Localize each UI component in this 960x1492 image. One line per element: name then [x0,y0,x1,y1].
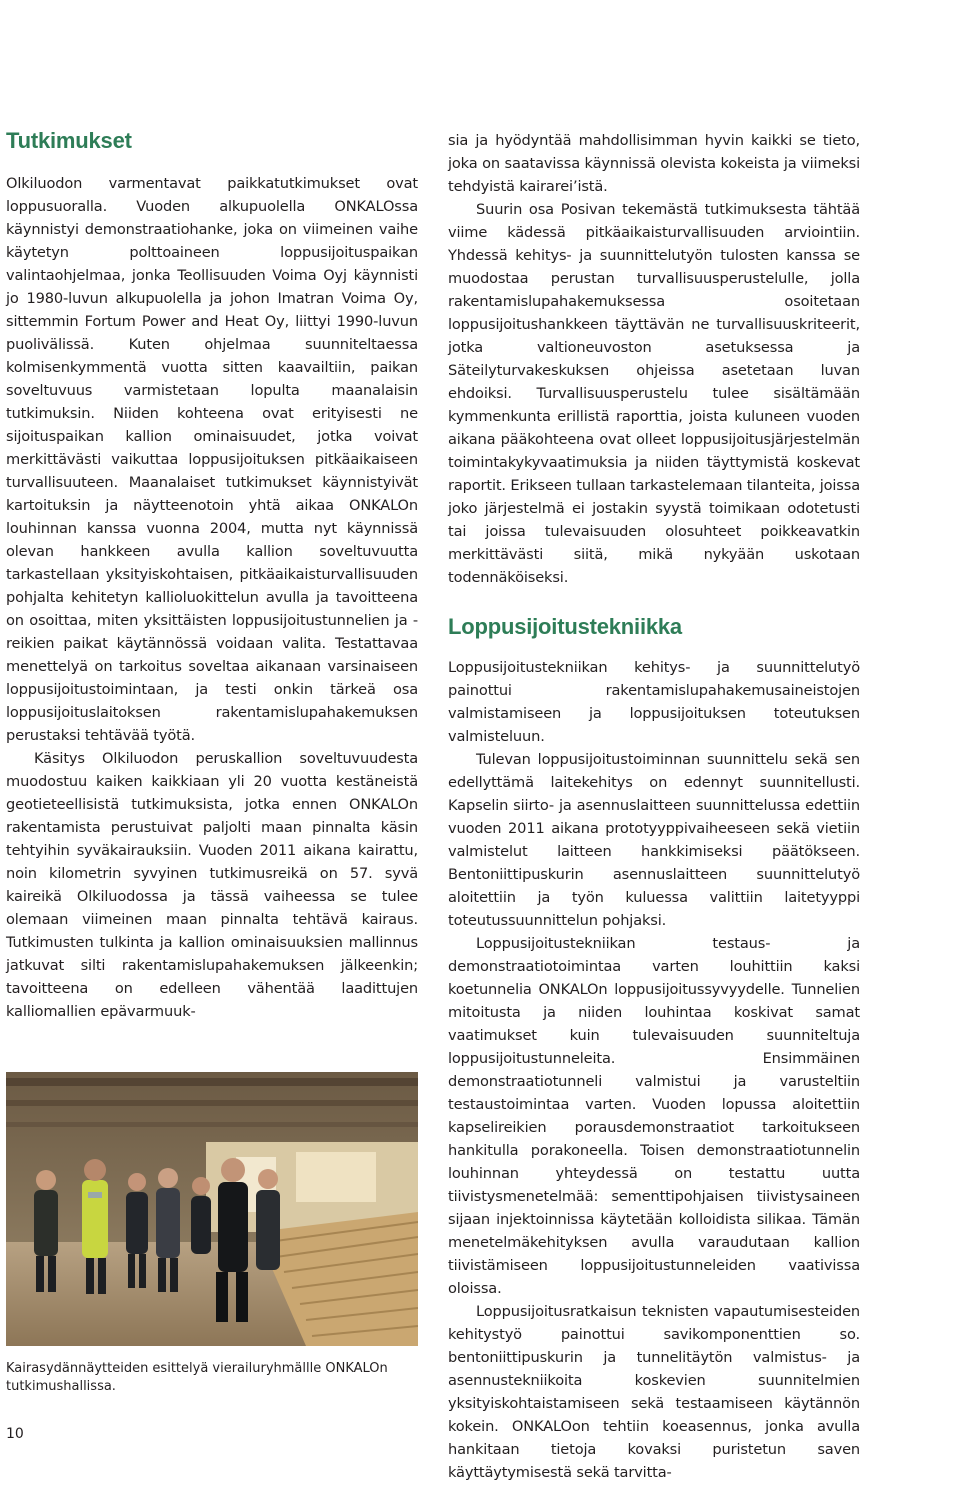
right-paragraph-2: Suurin osa Posivan tekemästä tutkimuksesta tähtää viime kädessä pitkäaikaisturvallisuuden arviointiin. Yhdessä kehitys- ja suunnittelutyön tulosten kanssa se muodostaa perustan turvallisuusperustelulle, jolla rakentamislupahakemuksessa osoitetaan loppusijoitushankkeen täyttävän ne turvallisuuskriteerit, jotka valtioneuvoston asetuksessa ja Säteilyturvakeskuksen ohjeissa asetetaan luvan ehdoiksi. Turvallisuusperustelu tulee sisältämään kymmenkunta erillistä raporttia, joista kuluneen vuoden aikana pääkohteena ovat olleet loppusijoitusjärjestelmän toimintakykyvaatimuksia ja niiden täyttymistä koskevat raportit. Erikseen tullaan tarkastelemaan tilanteita, joissa joko järjestelmä ei jostakin syystä toimikaan odotetusti tai joissa tulevaisuuden olosuhteet poikkeavatkin merkittävästi siitä, mikä nykyään uskotaan todennäköiseksi. [448,201,860,586]
left-paragraph-2: Käsitys Olkiluodon peruskallion soveltuvuudesta muodostuu kaiken kaikkiaan yli 20 vuotta kestäneistä geotieteellisistä tutkimuksista, jotka ennen ONKALOn rakentamista perustuivat paljolti maan pinnalta käsin tehtyihin syväkairauksiin. Vuoden 2011 aikana kairattu, noin kilometrin syvyinen tutkimusreikä on 57. syvä kaireikä Olkiluodossa ja tässä vaiheessa se tulee olemaan viimeinen maan pinnalta tehtävä kairaus. Tutkimusten tulkinta ja kallion ominaisuuksien mallinnus jatkuvat silti rakentamislupahakemuksen jälkeenkin; tavoitteena on edelleen vähentää laadittujen kalliomallien epävarmuuk- [6,750,418,1020]
photo-core-sample-tour [6,1072,418,1346]
section-heading-tutkimukset: Tutkimukset [6,128,132,153]
page-number: 10 [6,1426,24,1442]
section-paragraph-4: Loppusijoitusratkaisun teknisten vapautumisesteiden kehitystyö painottui savikomponenttien so. bentoniittipuskurin ja tunnelitäytön valmistus- ja asennustekniikoita koskevien suunnitelmien yksityiskohtaistamiseen sekä testaamiseen käytännön kokein. ONKALOon tehtiin koeasennus, jonka avulla hankitaan tietoja kovaksi puristetun saven käyttäytymisestä sekä tarvitta- [448,1303,860,1481]
right-column-section-body [448,656,860,1484]
section-paragraph-1: Loppusijoitustekniikan kehitys- ja suunnittelutyö painottui rakentamislupahakemusaineistojen valmistamiseen ja loppusijoituksen toteutuksen valmisteluun. [448,659,860,745]
photo-illustration [6,1072,418,1346]
section-paragraph-2: Tulevan loppusijoitustoiminnan suunnittelu sekä sen edellyttämä laitekehitys on edennyt suunnitellusti. Kapselin siirto- ja asennuslaitteen suunnittelussa edettiin vuoden 2011 aikana prototyyppivaiheeseen sekä vietiin valmistelut laitteen hankkimiseksi päätökseen. Bentoniittipuskurin asennuslaitteen suunnittelutyö aloitettiin ja työn kuluessa valittiin laitetyyppi toteutussuunnittelun pohjaksi. [448,751,860,929]
right-column-intro [448,129,860,589]
photo-caption: Kairasydännäytteiden esittelyä vierailuryhmällle ONKALOn tutkimushallissa. [6,1361,388,1394]
section-paragraph-3: Loppusijoitustekniikan testaus- ja demonstraatiotoimintaa varten louhittiin kaksi koetunnelia ONKALOn loppusijoitussyvyydelle. Tunnelien mitoitusta ja niiden louhintaa koskivat samat vaatimukset kuin tulevaisuuden suunniteltuja loppusijoitustunneleita. Ensimmäinen demonstraatiotunneli valmistui ja varusteltiin testaustoimintaa varten. Vuoden lopussa aloitettiin kapselireikien porausdemonstraatiot tarkoitukseen hankitulla porakoneella. Toisen demonstraatiotunnelin louhinnan yhteydessä on testattu uutta tiivistysmenetelmää: sementtipohjaisen tiivistysaineen sijaan injektoinnissa käytetään kolloidista silikaa. Tämän menetelmäkehityksen avulla varaudutaan kallion tiivistämiseen loppusijoitustunneleiden vaativissa oloissa. [448,935,860,1297]
left-paragraph-1: Olkiluodon varmentavat paikkatutkimukset ovat loppusuoralla. Vuoden alkupuolella ONKALOssa käynnistyi demonstraatiohanke, joka on viimeinen vaihe käytetyn polttoaineen loppusijoituspaikan valintaohjelmaa, jonka Teollisuuden Voima Oyj käynnisti jo 1980-luvun alkupuolella ja johon Imatran Voima Oy, sittemmin Fortum Power and Heat Oy, liittyi 1990-luvun puolivälissä. Kuten ohjelmaa suunniteltaessa kolmisenkymmentä vuotta sitten kaavailtiin, paikan soveltuvuus varmistetaan lopulta maanalaisin tutkimuksin. Niiden kohteena ovat erityisesti ne sijoituspaikan kallion ominaisuudet, jotka voivat merkittävästi vaikuttaa loppusijoituksen pitkäaikaiseen turvallisuuteen. Maanalaiset tutkimukset käynnistyivät kartoituksin ja näytteenotoin yhtä aikaa ONKALOn louhinnan kanssa vuonna 2004, mutta nyt käynnissä olevan hankkeen avulla kallion soveltuvuutta tarkastellaan yksityiskohtaisen, pitkäaikaisturvallisuuden pohjalta kehitetyn kallioluokittelun avulla ja tavoitteena on osoittaa, miten yksittäisten loppusijoitustunnelien ja -reikien paikat käytännössä voidaan valita. Testattavaa menettelyä on tarkoitus soveltaa aikanaan varsinaiseen loppusijoitustoimintaan, ja testi onkin tärkeä osa loppusijoituslaitoksen rakentamislupahakemuksen perustaksi tehtävää työtä. [6,175,418,744]
section-heading-loppusijoitustekniikka: Loppusijoitustekniikka [448,614,682,639]
left-column-body [6,172,418,1023]
right-paragraph-1: sia ja hyödyntää mahdollisimman hyvin kaikki se tieto, joka on saatavissa käynnissä olevista kokeista ja viimeksi tehdyistä kairarei’istä. [448,132,860,195]
